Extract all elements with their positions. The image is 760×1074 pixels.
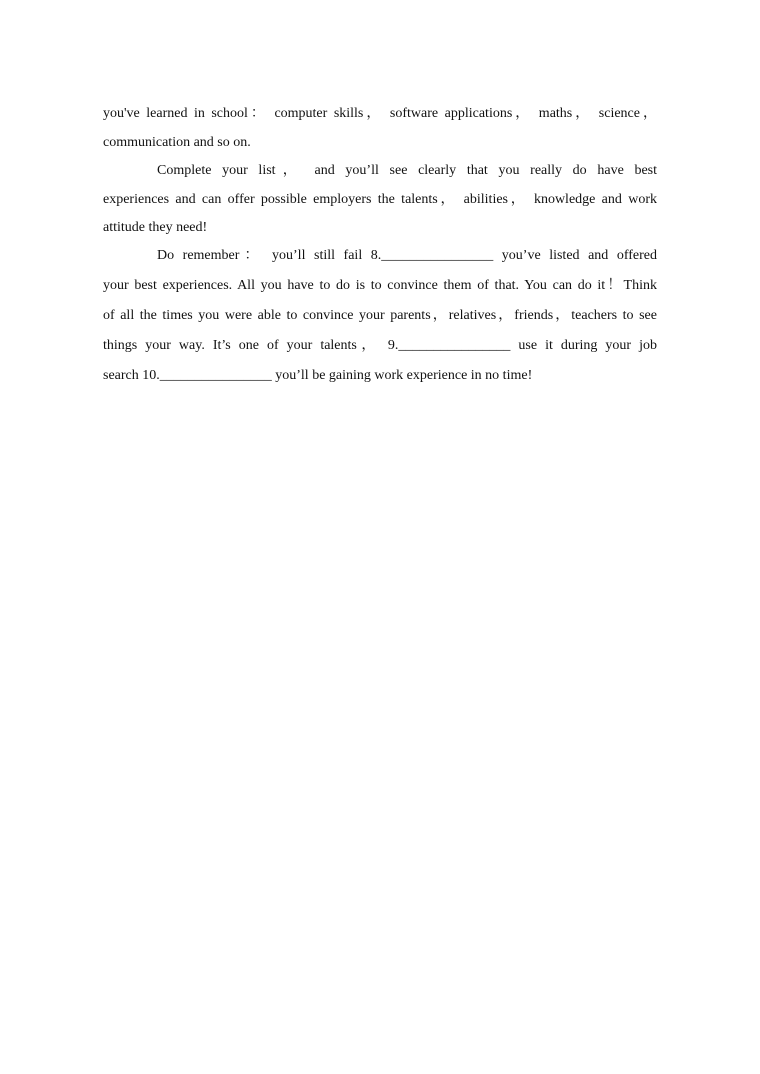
passage-line-8: of all the times you were able to convince your parents，relatives，friends，teachers to see <box>103 308 657 323</box>
passage-line-9: things your way. It’s one of your talents， 9.________________ use it during your job <box>103 338 657 353</box>
passage-line-4: experiences and can offer possible employers the talents， abilities， knowledge and work <box>103 192 657 207</box>
passage-line-3: Complete your list， and you’ll see clearly that you really do have best <box>157 163 657 178</box>
passage-line-6: Do remember： you’ll still fail 8.________________ you’ve listed and offered <box>157 248 657 263</box>
passage-line-7: your best experiences. All you have to do is to convince them of that. You can do it！Think <box>103 278 657 293</box>
passage-line-1: you've learned in school： computer skills， software applications， maths， science， <box>103 106 657 121</box>
passage-line-2: communication and so on. <box>103 135 251 150</box>
passage-line-10: search 10.________________ you’ll be gaining work experience in no time! <box>103 368 533 383</box>
passage-line-5: attitude they need! <box>103 220 208 235</box>
